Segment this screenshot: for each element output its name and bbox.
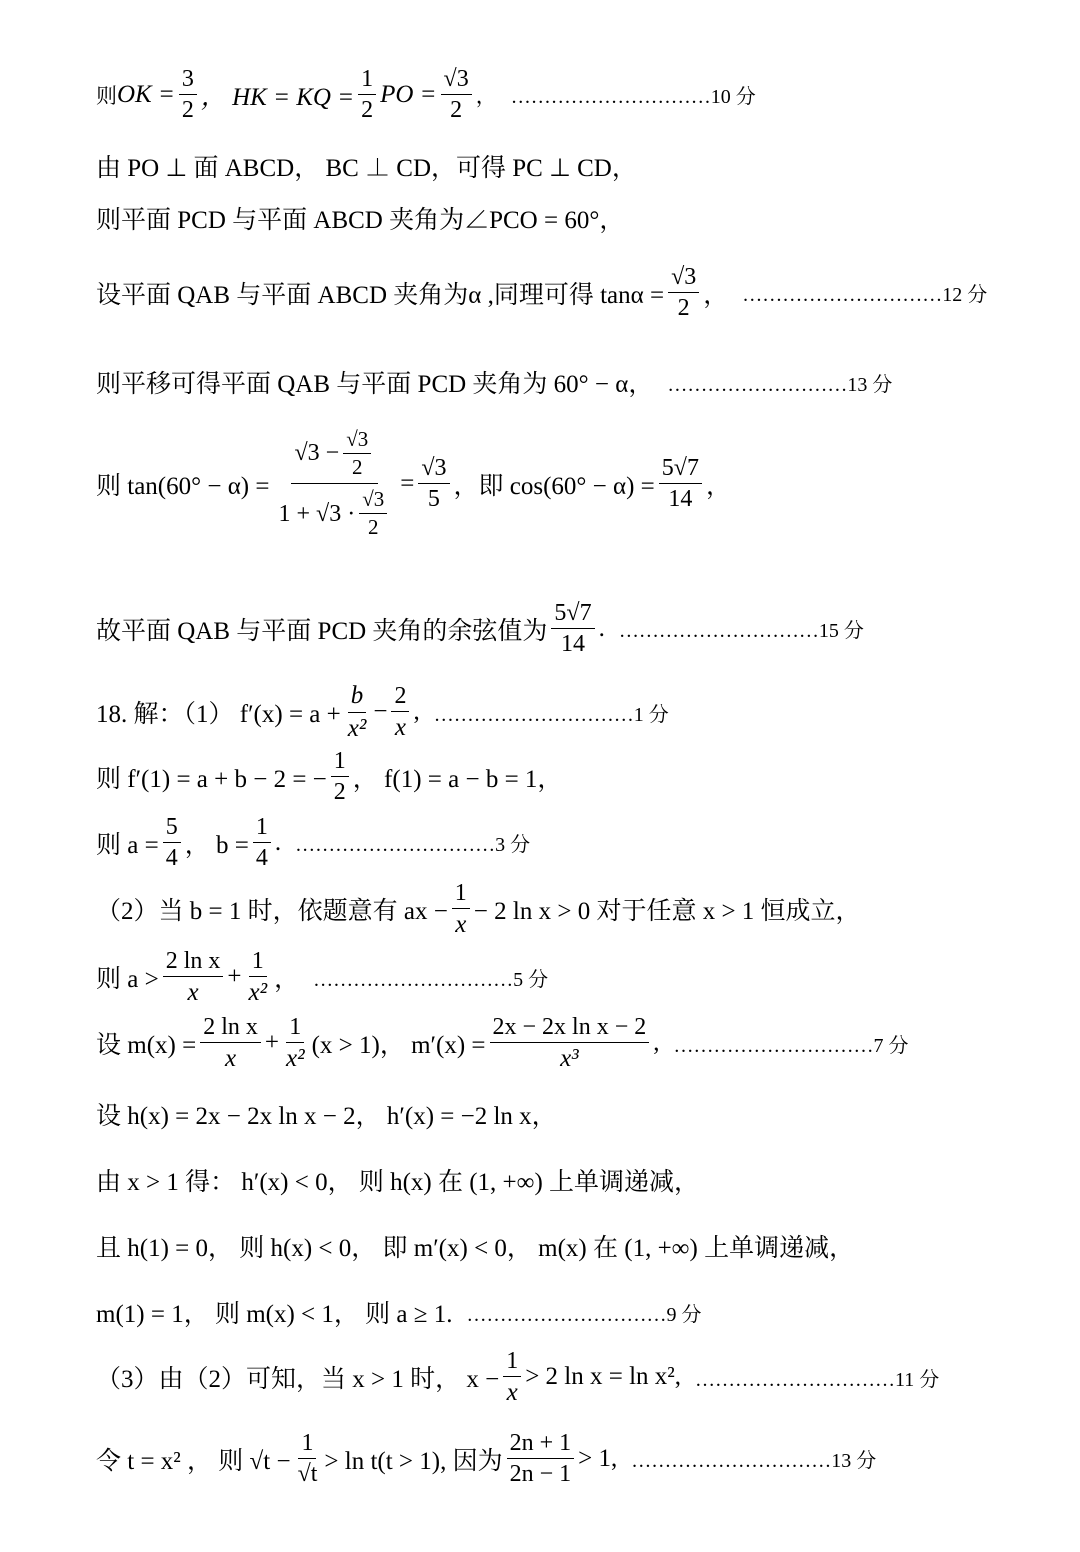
score-marker: ………………………13 分 [667, 373, 893, 396]
fraction: $\frac{1}{\text{x²}}$ [285, 1014, 305, 1073]
line-1 [96, 66, 756, 124]
line-17 [96, 1294, 701, 1330]
text: ， f(1) = a − b = 1， [352, 765, 563, 793]
score-marker: …………………………11 分 [695, 1368, 940, 1391]
text: + [264, 1029, 279, 1057]
fraction: $\frac{√3}{2}$ [668, 264, 699, 322]
text: 则 a = [96, 831, 159, 859]
line-12 [96, 948, 548, 1007]
text: 则平移可得平面 QAB 与平面 PCD 夹角为 60° − α， [96, 371, 654, 398]
score-marker: …………………………1 分 [433, 703, 669, 726]
line-11 [96, 880, 861, 939]
text: − [373, 698, 388, 725]
text: （2）当 b = 1 时，依题意有 ax − [96, 898, 448, 926]
text: , [653, 1029, 660, 1057]
complex-fraction: √3 − $\frac{√3}{2}$ 1 + √3 · $\frac{√3}{2}$ [276, 428, 395, 539]
line-7 [96, 600, 864, 658]
fraction: $\frac{1}{\text{x²}}$ [248, 948, 268, 1007]
text: ， [703, 281, 729, 309]
text: 由 x > 1 得： h′(x) < 0， 则 h(x) 在 (1, +∞) 上单调递减， [96, 1169, 700, 1196]
line-9 [96, 748, 562, 806]
math: PO = [380, 80, 437, 108]
text: ，即 cos(60° − α) = [453, 472, 655, 500]
text: ， [475, 83, 497, 108]
score-marker: …………………………15 分 [618, 620, 864, 643]
score-marker: …………………………3 分 [295, 834, 531, 857]
text: , [413, 698, 420, 725]
text: 设 h(x) = 2x − 2x ln x − 2， h′(x) = −2 ln x， [96, 1103, 557, 1130]
fraction: $\frac{1}{2}$ [331, 748, 349, 806]
fraction: $\frac{1}{√t}$ [297, 1430, 318, 1488]
math: OK = [117, 80, 175, 108]
line-4 [96, 264, 987, 322]
fraction: $\frac{√3}{2}$ [441, 66, 472, 124]
text: 设 m(x) = [96, 1032, 197, 1060]
fraction: $\frac{1}{x}$ [503, 1348, 521, 1407]
text: 且 h(1) = 0， 则 h(x) < 0， 即 m′(x) < 0， m(x) 在 (1, +∞) 上单调递减， [96, 1235, 855, 1262]
fraction: $\frac{1}{x}$ [452, 880, 470, 939]
fraction: $\frac{\text{2 ln x}}{x}$ [200, 1014, 261, 1073]
fraction: $\frac{√3}{5}$ [418, 455, 449, 513]
line-10 [96, 814, 530, 872]
fraction: $\frac{2}{x}$ [391, 683, 409, 742]
text: . [274, 828, 282, 856]
text: − 2 ln x > 0 对于任意 x > 1 恒成立， [473, 898, 861, 926]
fraction: $\frac{5√7}{14}$ [551, 600, 594, 658]
text: 则 a > [96, 966, 159, 994]
line-8 [96, 682, 669, 742]
text: 由 PO ⊥ 面 ABCD， BC ⊥ CD，可得 PC ⊥ CD， [96, 155, 637, 182]
text: 则 f′(1) = a + b − 2 = − [96, 765, 327, 793]
score-marker: …………………………10 分 [510, 86, 756, 109]
fraction: $\frac{1}{4}$ [253, 814, 271, 872]
line-18 [96, 1348, 939, 1407]
line-14 [96, 1096, 557, 1132]
text: > 2 ln x = ln x², [525, 1363, 682, 1391]
fraction: $\frac{\text{2x − 2x ln x − 2}}{\text{x³}}$ [490, 1014, 650, 1073]
fraction: $\frac{5√7}{14}$ [659, 455, 702, 513]
text: ， [705, 472, 731, 500]
text: （3）由（2）可知，当 x > 1 时， x − [96, 1366, 500, 1394]
text: + [227, 963, 242, 991]
line-2 [96, 148, 637, 184]
line-5 [96, 364, 892, 400]
line-3 [96, 200, 624, 236]
text: m(1) = 1， 则 m(x) < 1， 则 a ≥ 1. [96, 1301, 453, 1328]
text: 设平面 QAB 与平面 ABCD 夹角为α ,同理可得 tanα = [96, 281, 665, 309]
text: 故平面 QAB 与平面 PCD 夹角的余弦值为 [96, 617, 548, 645]
line-6 [96, 428, 731, 539]
text: = [400, 469, 415, 497]
fraction: $\frac{\text{2 ln x}}{x}$ [163, 948, 224, 1007]
text: 则平面 PCD 与平面 ABCD 夹角为∠PCO = 60°， [96, 207, 625, 234]
text: 令 t = x² ， 则 √t − [96, 1447, 291, 1475]
text: ， [274, 966, 300, 994]
fraction: $\frac{3}{2}$ [179, 66, 197, 124]
line-13 [96, 1014, 909, 1073]
score-marker: …………………………12 分 [742, 284, 988, 307]
text: (x > 1)， m′(x) = [311, 1032, 486, 1060]
fraction: $\frac{2n + 1}{2n - 1}$ [507, 1430, 575, 1488]
math: ， HK = KQ = [200, 83, 355, 111]
text: . [598, 614, 605, 642]
text: > ln t(t > 1), 因为 [324, 1447, 503, 1475]
line-16 [96, 1228, 854, 1264]
line-15 [96, 1162, 699, 1198]
fraction: $\frac{1}{2}$ [358, 66, 376, 124]
score-marker: …………………………9 分 [466, 1303, 702, 1326]
fraction: $\frac{b}{\text{x²}}$ [347, 682, 367, 742]
fraction: $\frac{5}{4}$ [163, 814, 181, 872]
score-marker: …………………………13 分 [631, 1450, 877, 1473]
score-marker: …………………………5 分 [313, 968, 549, 991]
text: 18. 解：（1） f′(x) = a + [96, 701, 341, 728]
text: 则 tan(60° − α) = [96, 472, 270, 500]
line-19 [96, 1430, 876, 1488]
text: ， b = [184, 831, 249, 859]
score-marker: …………………………7 分 [673, 1034, 909, 1057]
text: 则 [96, 83, 117, 108]
text: > 1, [578, 1444, 618, 1472]
